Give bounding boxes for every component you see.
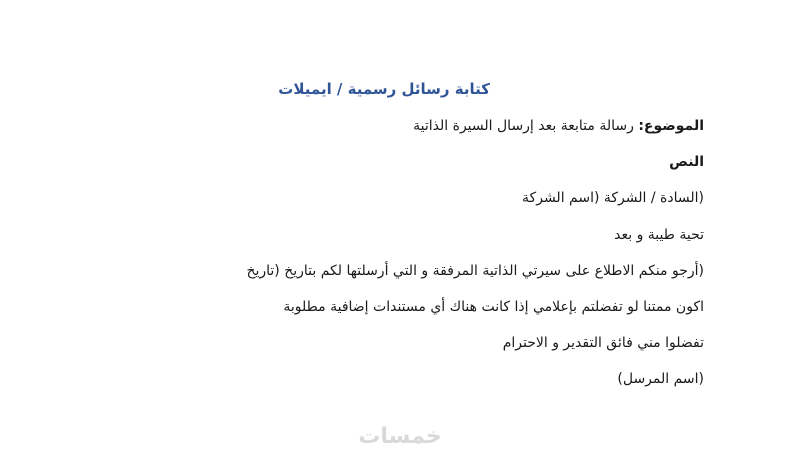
subject-line [413, 118, 704, 134]
subject-label: الموضوع: [638, 118, 704, 134]
body-heading: النص [669, 154, 704, 170]
closing-line: تفضلوا مني فائق التقدير و الاحترام [502, 335, 704, 351]
khamsat-watermark: خمسات [358, 424, 442, 449]
body-line-1: (أرجو منكم الاطلاع على سيرتي الذاتية المرفقة و التي أرسلتها لكم بتاريخ (تاريخ [246, 263, 704, 279]
sender-line: (اسم المرسل) [617, 371, 704, 387]
body-line-2: اكون ممتنا لو تفضلتم بإعلامي إذا كانت هناك أي مستندات إضافية مطلوبة [283, 299, 704, 315]
recipient-line: (السادة / الشركة (اسم الشركة [522, 190, 704, 206]
subject-text: رسالة متابعة بعد إرسال السيرة الذاتية [413, 118, 639, 134]
document-title: كتابة رسائل رسمية / ايميلات [278, 80, 490, 98]
greeting-line: تحية طيبة و بعد [614, 227, 704, 243]
